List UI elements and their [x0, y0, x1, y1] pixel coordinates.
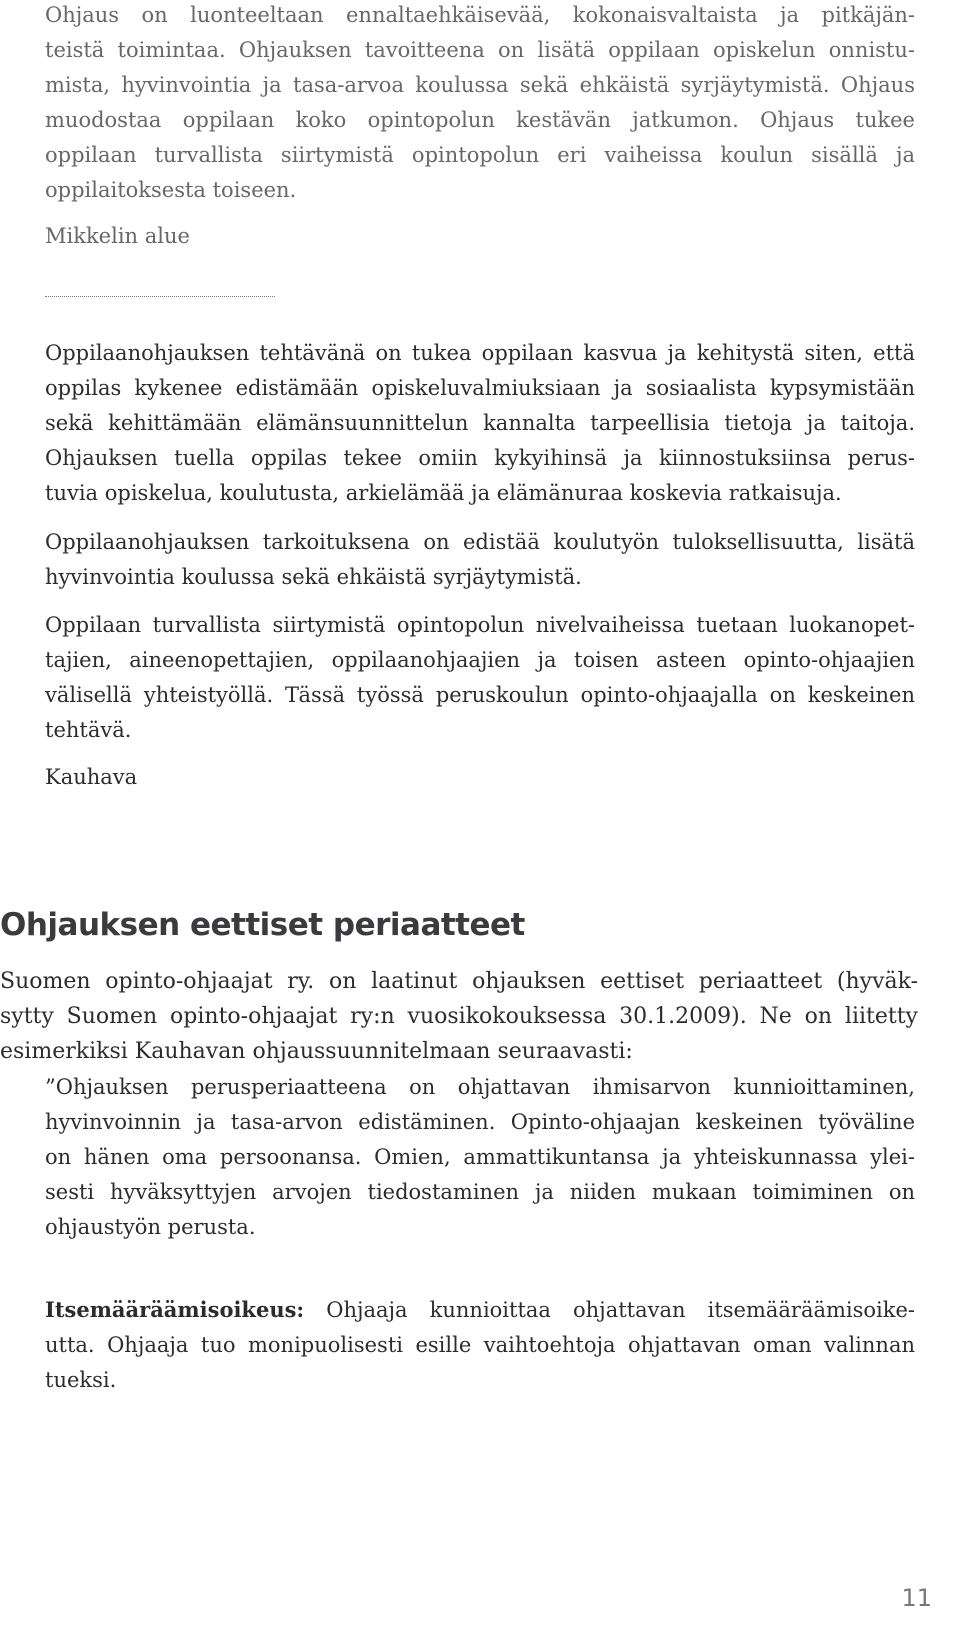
text-line: tueksi.: [45, 1368, 117, 1392]
text-line: Oppilaan turvallista siirtymistä opintopolun nivelvaiheissa tuetaan luokanopet-: [45, 613, 915, 637]
self-determination-paragraph: [45, 1292, 915, 1398]
text-line: välisellä yhteistyöllä. Tässä työssä peruskoulun opinto-ohjaajalla on keskeinen: [45, 683, 915, 707]
text-line: tajien, aineenopettajien, oppilaanohjaajien ja toisen asteen opinto-ohjaajien: [45, 648, 915, 672]
paragraph: [45, 336, 915, 511]
term-text: Ohjaaja kunnioittaa ohjattavan itsemääräämisoike-: [304, 1298, 915, 1322]
text-line: utta. Ohjaaja tuo monipuolisesti esille vaihtoehtoja ohjattavan oman valinnan: [45, 1333, 915, 1357]
text-line: teistä toimintaa. Ohjauksen tavoitteena on lisätä oppilaan opiskelun onnistu-: [45, 38, 915, 62]
text-line: [45, 1292, 915, 1328]
text-line: ”Ohjauksen perusperiaatteena on ohjattavan ihmisarvon kunnioittaminen,: [45, 1075, 915, 1099]
text-line: esimerkiksi Kauhavan ohjaussuunnitelmaan seuraavasti:: [0, 1039, 633, 1064]
ethics-quote: [45, 1070, 915, 1245]
paragraph: [45, 608, 915, 748]
text-line: Ohjauksen tuella oppilas tekee omiin kykyihinsä ja kiinnostuksiinsa perus-: [45, 446, 915, 470]
intro-paragraph: [0, 964, 918, 1069]
text-line: tehtävä.: [45, 718, 132, 742]
text-line: mista, hyvinvointia ja tasa-arvoa koulussa sekä ehkäistä syrjäytymistä. Ohjaus: [45, 73, 915, 97]
text-line: oppilas kykenee edistämään opiskeluvalmiuksiaan ja sosiaalista kypsymistään: [45, 376, 915, 400]
text-line: hyvinvointia koulussa sekä ehkäistä syrjäytymistä.: [45, 565, 582, 589]
text-line: sytty Suomen opinto-ohjaajat ry:n vuosikokouksessa 30.1.2009). Ne on liitetty: [0, 1004, 918, 1029]
source-label: Kauhava: [45, 765, 138, 789]
section-heading: Ohjauksen eettiset periaatteet: [0, 907, 525, 943]
text-line: Ohjaus on luonteeltaan ennaltaehkäisevää, kokonaisvaltaista ja pitkäjän-: [45, 3, 915, 27]
source-label: Mikkelin alue: [45, 224, 190, 248]
intro-quote-block: [45, 0, 915, 208]
paragraph: [45, 525, 915, 595]
text-line: oppilaan turvallista siirtymistä opintopolun eri vaiheissa koulun sisällä ja: [45, 143, 915, 167]
text-line: muodostaa oppilaan koko opintopolun kestävän jatkumon. Ohjaus tukee: [45, 108, 915, 132]
text-line: Suomen opinto-ohjaajat ry. on laatinut ohjauksen eettiset periaatteet (hyväk-: [0, 969, 918, 994]
text-line: sekä kehittämään elämänsuunnittelun kannalta tarpeellisia tietoja ja taitoja.: [45, 411, 915, 435]
text-line: hyvinvoinnin ja tasa-arvon edistäminen. Opinto-ohjaajan keskeinen työväline: [45, 1110, 915, 1134]
text-line: ohjaustyön perusta.: [45, 1215, 256, 1239]
text-line: tuvia opiskelua, koulutusta, arkielämää ja elämänuraa koskevia ratkaisuja.: [45, 481, 842, 505]
text-line: sesti hyväksyttyjen arvojen tiedostaminen ja niiden mukaan toimiminen on: [45, 1180, 915, 1204]
page-number: 11: [901, 1584, 932, 1612]
dotted-divider: [45, 296, 275, 297]
text-line: Oppilaanohjauksen tehtävänä on tukea oppilaan kasvua ja kehitystä siten, että: [45, 341, 915, 365]
text-line: oppilaitoksesta toiseen.: [45, 178, 297, 202]
text-line: Oppilaanohjauksen tarkoituksena on edistää koulutyön tuloksellisuutta, lisätä: [45, 530, 915, 554]
text-line: on hänen oma persoonansa. Omien, ammattikuntansa ja yhteiskunnassa ylei-: [45, 1145, 915, 1169]
term-label: Itsemääräämisoikeus:: [45, 1297, 305, 1322]
